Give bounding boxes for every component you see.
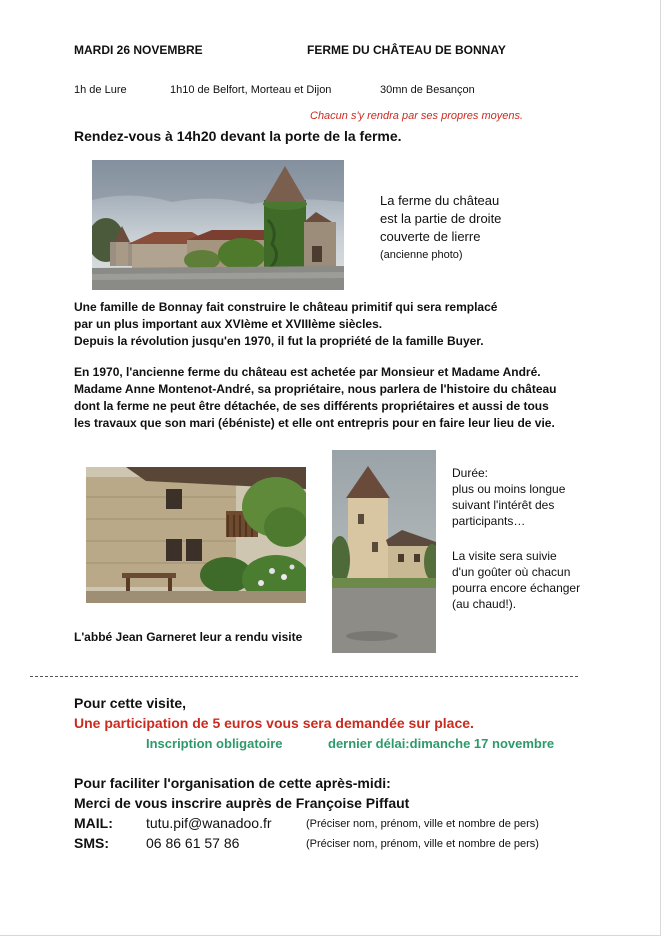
duration-label: Durée: xyxy=(452,466,489,480)
mail-address[interactable]: tutu.pif@wanadoo.fr xyxy=(146,815,272,831)
farm-photo xyxy=(92,160,344,290)
side-text-line: La visite sera suivie xyxy=(452,549,557,563)
dashed-separator xyxy=(30,676,578,677)
history-paragraph-2 xyxy=(74,364,557,432)
history-p1-line: Depuis la révolution jusqu'en 1970, il fut la propriété de la famille Buyer. xyxy=(74,334,484,348)
abbe-caption: L'abbé Jean Garneret leur a rendu visite xyxy=(74,630,303,644)
distance-besancon: 30mn de Besançon xyxy=(380,84,475,96)
visit-intro: Pour cette visite, xyxy=(74,695,187,711)
history-p2-line: Madame Anne Montenot-André, sa propriétaire, nous parlera de l'histoire du château xyxy=(74,382,557,396)
sms-number[interactable]: 06 86 61 57 86 xyxy=(146,835,240,851)
photo-caption-line4: (ancienne photo) xyxy=(380,249,463,261)
organisation-line1: Pour faciliter l'organisation de cette après-midi: xyxy=(74,775,391,791)
mail-label: MAIL: xyxy=(74,815,113,831)
mail-note: (Préciser nom, prénom, ville et nombre de pers) xyxy=(306,818,539,830)
registration-deadline: dernier délai:dimanche 17 novembre xyxy=(328,736,555,751)
history-p1-line: Une famille de Bonnay fait construire le château primitif qui sera remplacé xyxy=(74,300,498,314)
organisation-line2: Merci de vous inscrire auprès de Françoise Piffaut xyxy=(74,795,410,811)
history-p1-line: par un plus important aux XVIème et XVIIIème siècles. xyxy=(74,317,383,331)
sms-label: SMS: xyxy=(74,835,109,851)
photo-caption-line3: couverte de lierre xyxy=(380,229,481,244)
side-text-line: pourra encore échanger xyxy=(452,581,581,595)
visit-fee: Une participation de 5 euros vous sera demandée sur place. xyxy=(74,715,474,731)
distance-belfort: 1h10 de Belfort, Morteau et Dijon xyxy=(170,84,332,96)
event-title: FERME DU CHÂTEAU DE BONNAY xyxy=(307,43,506,57)
meeting-point: Rendez-vous à 14h20 devant la porte de la ferme. xyxy=(74,128,402,144)
history-p2-line: dont la ferme ne peut être détachée, de ses différents propriétaires et aussi de tous xyxy=(74,399,549,413)
courtyard-photo xyxy=(86,467,306,603)
event-date: MARDI 26 NOVEMBRE xyxy=(74,43,203,57)
history-p2-line: les travaux que son mari (ébéniste) et elle ont entrepris pour en faire leur lieu de vie. xyxy=(74,416,555,430)
photo-caption-line1: La ferme du château xyxy=(380,193,500,208)
side-text-line: plus ou moins longue xyxy=(452,482,566,496)
side-text-line: d'un goûter où chacun xyxy=(452,565,571,579)
side-text-line: (au chaud!). xyxy=(452,597,517,611)
history-p2-line: En 1970, l'ancienne ferme du château est achetée par Monsieur et Madame André. xyxy=(74,365,541,379)
distance-lure: 1h de Lure xyxy=(74,84,127,96)
side-text-line: suivant l'intérêt des xyxy=(452,498,555,512)
inscription-required: Inscription obligatoire xyxy=(146,736,283,751)
side-text-line: participants… xyxy=(452,514,526,528)
tower-photo xyxy=(332,450,436,653)
photo-caption-line2: est la partie de droite xyxy=(380,211,502,226)
sms-note: (Préciser nom, prénom, ville et nombre de pers) xyxy=(306,838,539,850)
transport-note: Chacun s'y rendra par ses propres moyens. xyxy=(310,110,524,122)
history-paragraph-1 xyxy=(74,299,497,350)
